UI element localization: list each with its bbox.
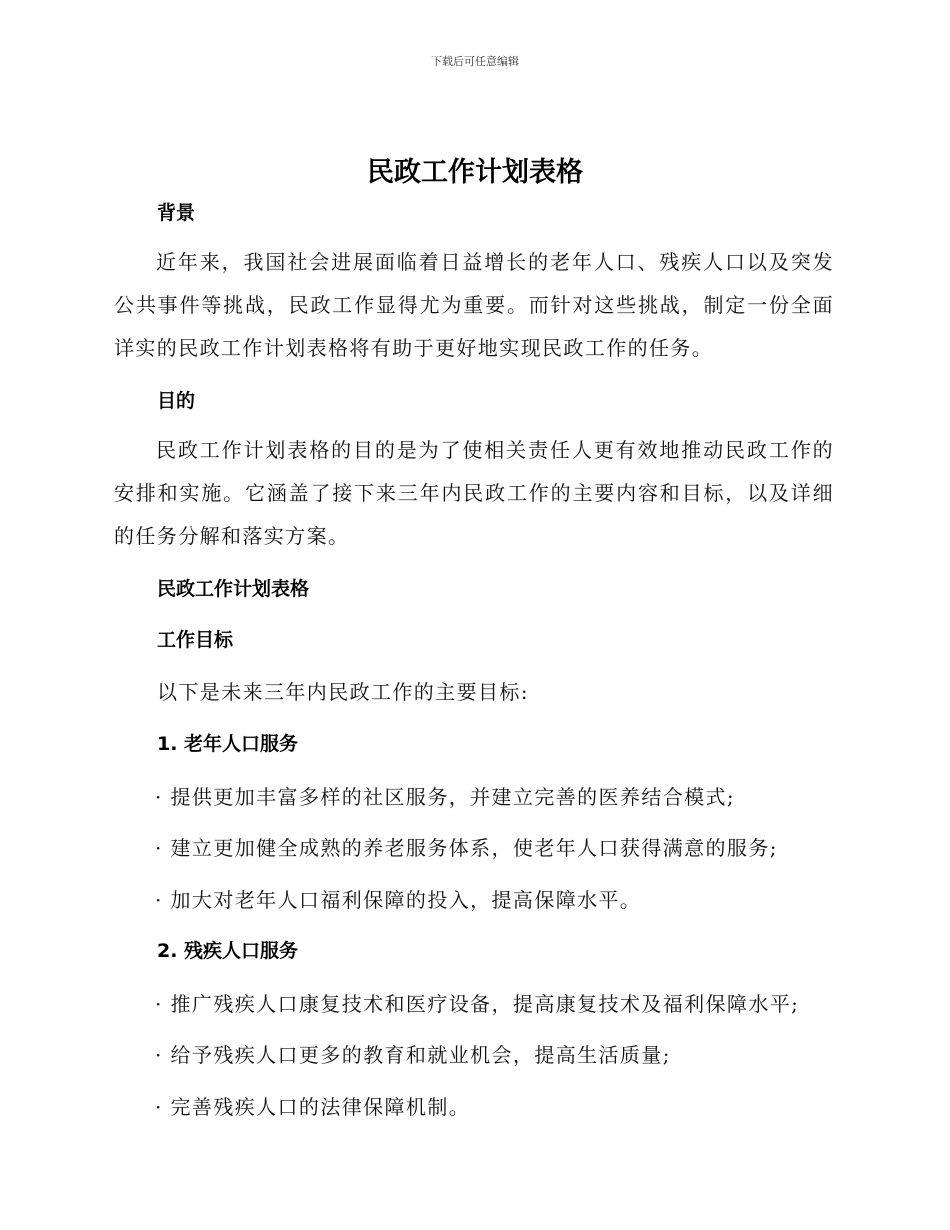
goal-heading-disabled: 2. 残疾人口服务 bbox=[157, 940, 299, 962]
goal-item: · 推广残疾人口康复技术和医疗设备，提高康复技术及福利保障水平; bbox=[155, 992, 800, 1016]
section-heading-work-goals: 工作目标 bbox=[157, 629, 234, 651]
section-heading-plan-table: 民政工作计划表格 bbox=[157, 578, 310, 600]
goal-heading-elderly: 1. 老年人口服务 bbox=[157, 733, 299, 755]
goal-item: · 给予残疾人口更多的教育和就业机会，提高生活质量; bbox=[155, 1043, 671, 1067]
page-header: 下载后可任意编辑 bbox=[431, 55, 519, 68]
goal-item: · 提供更加丰富多样的社区服务，并建立完善的医养结合模式; bbox=[155, 785, 736, 809]
goal-item: · 加大对老年人口福利保障的投入，提高保障水平。 bbox=[155, 888, 642, 912]
page-title: 民政工作计划表格 bbox=[367, 157, 583, 188]
goals-intro: 以下是未来三年内民政工作的主要目标: bbox=[157, 680, 529, 704]
paragraph-background: 近年来，我国社会进展面临着日益增长的老年人口、残疾人口以及突发公共事件等挑战，民政工作显得尤为重要。而针对这些挑战，制定一份全面详实的民政工作计划表格将有助于更好地实现民政工作的任务。 bbox=[114, 250, 834, 360]
paragraph-purpose: 民政工作计划表格的目的是为了使相关责任人更有效地推动民政工作的安排和实施。它涵盖了接下来三年内民政工作的主要内容和目标，以及详细的任务分解和落实方案。 bbox=[114, 438, 834, 548]
section-heading-background: 背景 bbox=[157, 202, 196, 224]
section-heading-purpose: 目的 bbox=[157, 390, 196, 412]
goal-item: · 完善残疾人口的法律保障机制。 bbox=[155, 1095, 471, 1119]
goal-item: · 建立更加健全成熟的养老服务体系，使老年人口获得满意的服务; bbox=[155, 836, 778, 860]
